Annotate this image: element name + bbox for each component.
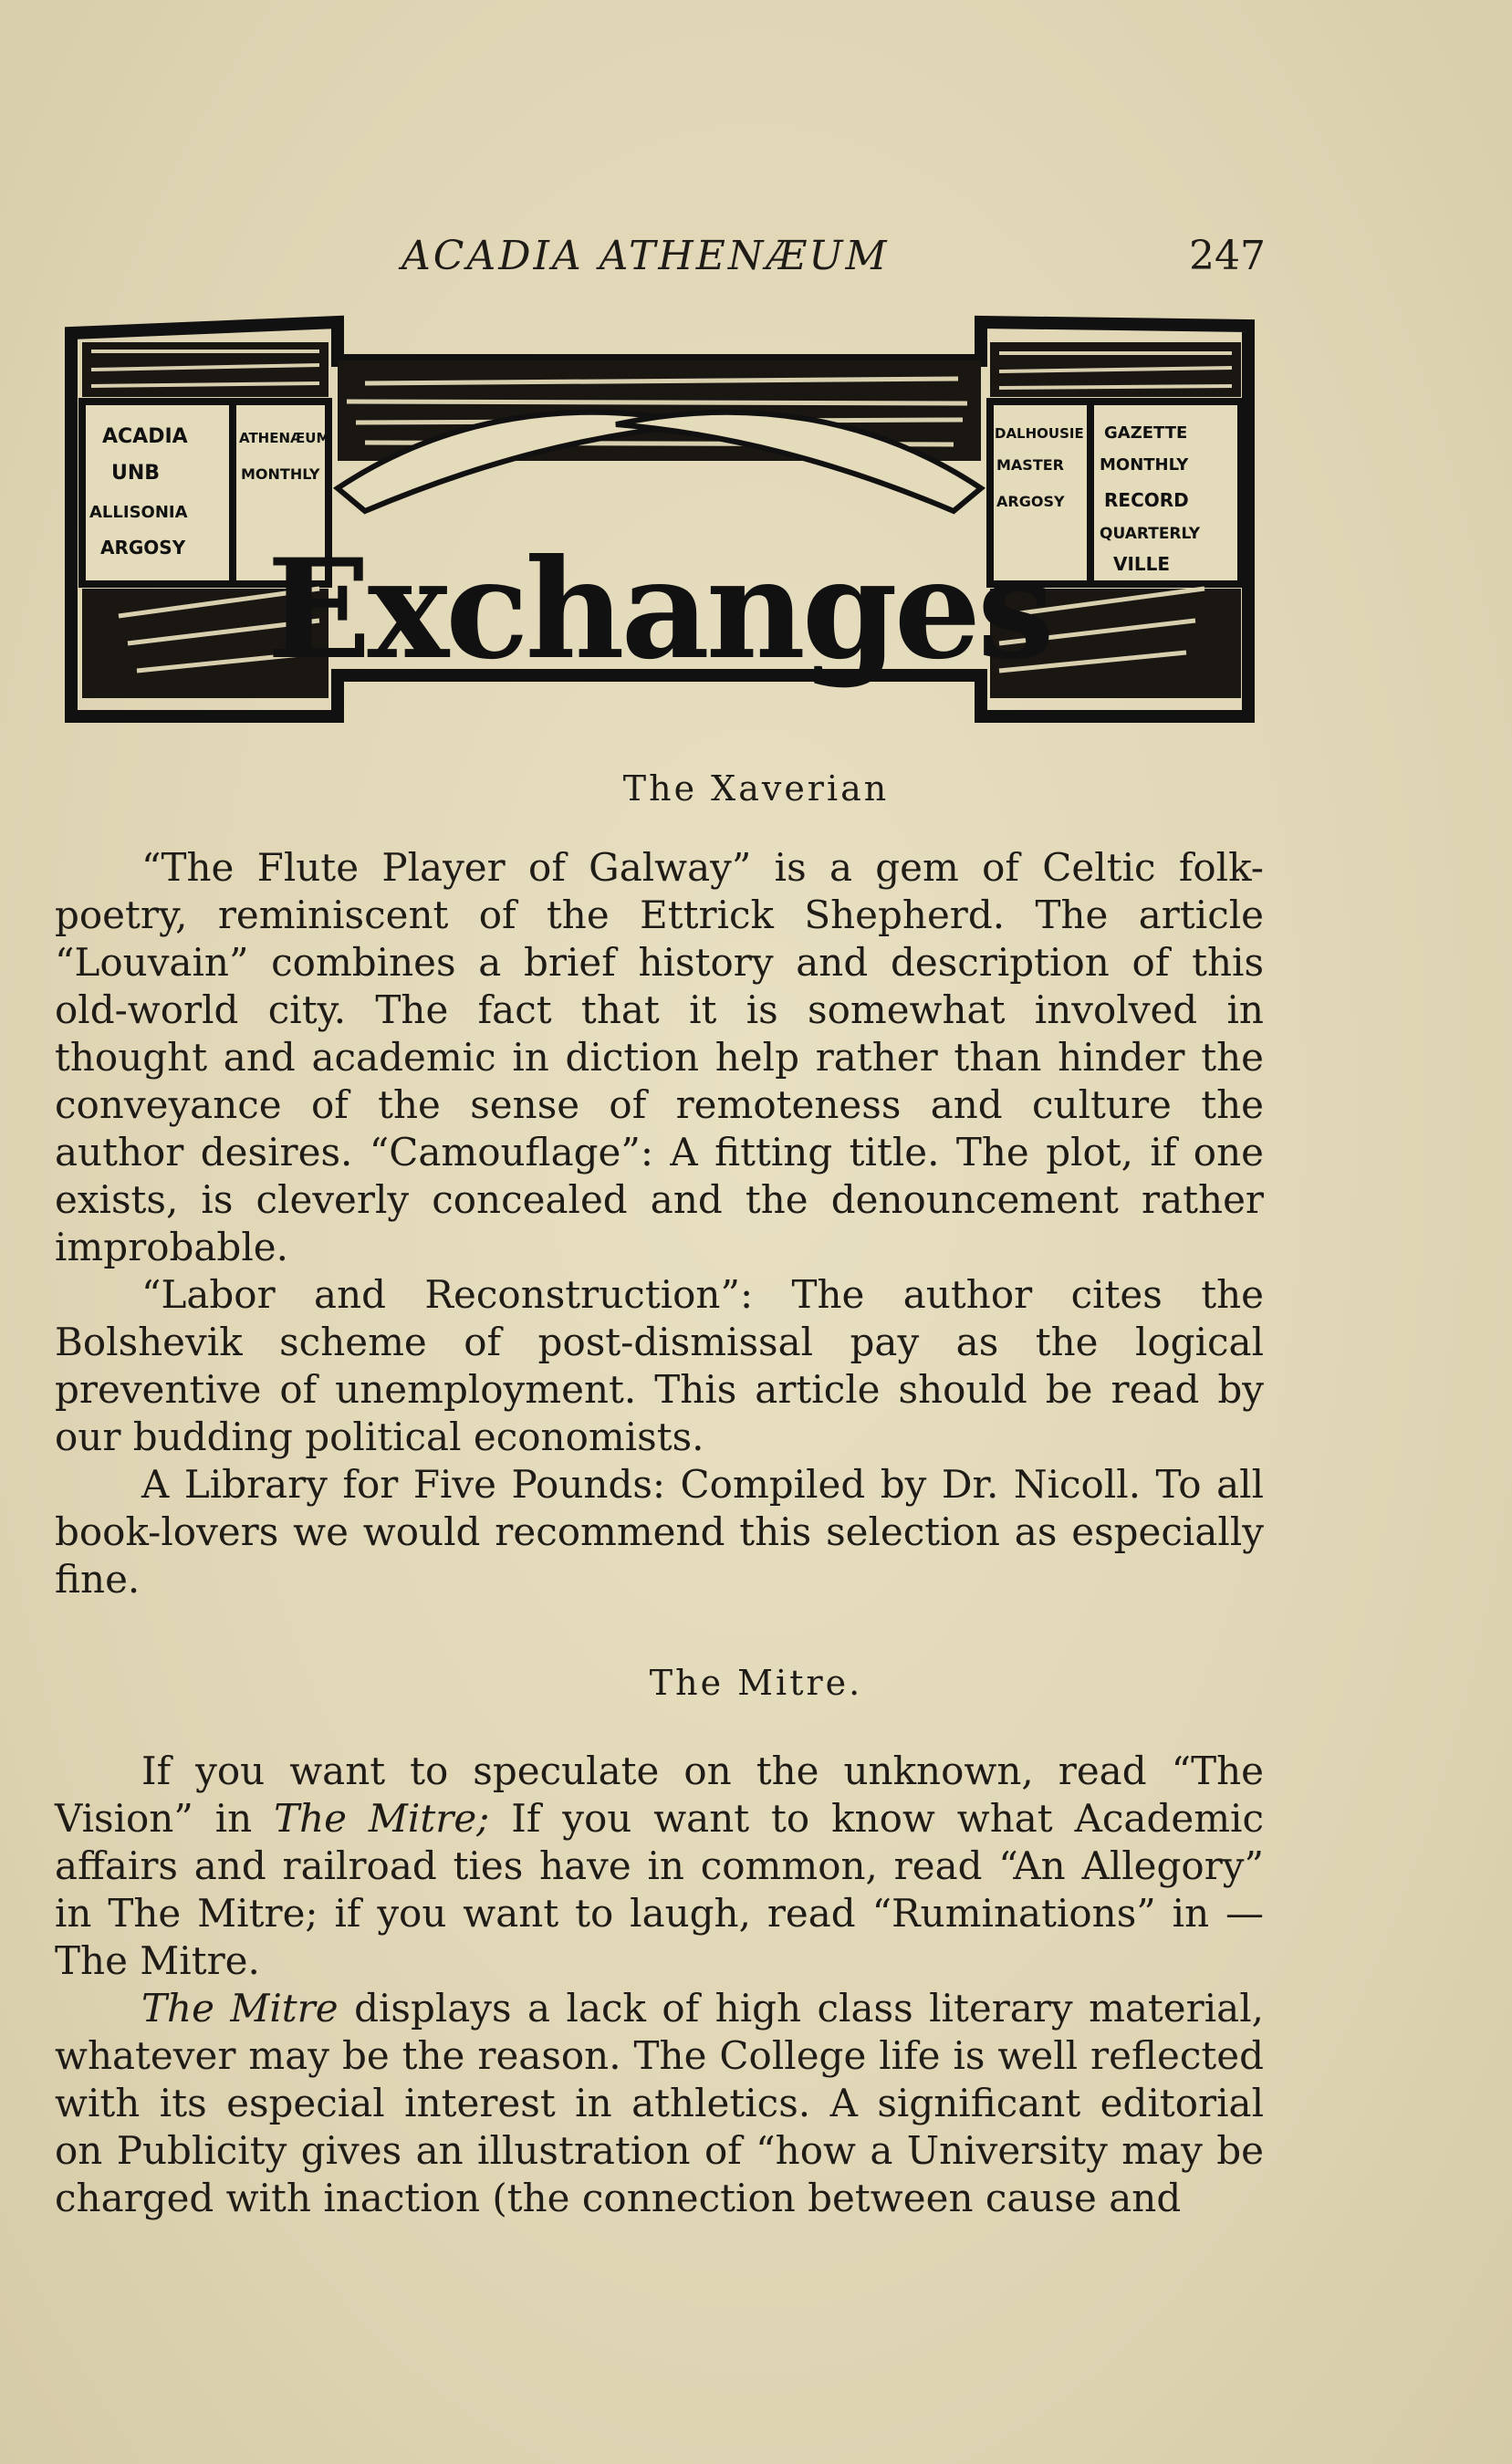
- mitre-p1-text-a: If you want to speculate on the unknown, read “The Vision” in: [55, 1749, 1264, 1841]
- exchanges-banner: [64, 315, 1255, 726]
- mitre-p1-text-b: If you want to know what Academic affairs and railroad ties have in common, read “An Allegory” in The Mitre; if you want to laugh, read “Ruminations” in —The Mitre.: [55, 1796, 1264, 1983]
- right-book-label-8: VILLE: [1113, 553, 1171, 575]
- page-number: 247: [1189, 233, 1266, 279]
- xaverian-paragraph-2: “Labor and Reconstruction”: The author cites the Bolshevik scheme of post-dismissal pay as the logical preventive of unemployment. This article should be read by our budding political economists.: [55, 1272, 1264, 1459]
- left-book-label-1: ACADIA: [102, 425, 188, 448]
- running-title: ACADIA ATHENÆUM: [401, 233, 890, 279]
- right-book-label-6: QUARTERLY: [1100, 525, 1201, 543]
- xaverian-paragraph-1: “The Flute Player of Galway” is a gem of Celtic folk-poetry, reminiscent of the Ettrick Shepherd. The article “Louvain” combines a brief history and description of this old-world city. The fact that it is somewhat involved in thought and academic in diction help rather than hinder the conveyance of the sense of remoteness and culture the author desires. “Camouflage”: A fitting title. The plot, if one exists, is cleverly concealed and the denouncement rather improbable.: [55, 845, 1264, 1269]
- section-title-xaverian: The Xaverian: [622, 768, 890, 809]
- right-book-label-4: MONTHLY: [1100, 455, 1189, 475]
- running-head: [55, 233, 1266, 287]
- banner-illustration: [64, 315, 1255, 726]
- mitre-review: [55, 1748, 1264, 2222]
- mitre-p2-text: displays a lack of high class literary material, whatever may be the reason. The College life is well reflected with its especial interest in athletics. A significant editorial on Publicity gives an illustration of “how a University may be charged with inaction (the connection between cause and: [55, 1986, 1264, 2220]
- right-book-label-3: GAZETTE: [1104, 423, 1188, 443]
- left-book-label-4: ARGOSY: [100, 537, 186, 559]
- left-book-label-2: UNB: [111, 462, 161, 485]
- xaverian-paragraph-3: A Library for Five Pounds: Compiled by Dr. Nicoll. To all book-lovers we would recommend this selection as especially fine.: [55, 1462, 1264, 1602]
- mitre-p2-italic: The Mitre: [141, 1986, 339, 2031]
- right-book-label-5: RECORD: [1104, 489, 1189, 511]
- mitre-paragraph-1: [55, 1748, 1264, 1985]
- xaverian-review: [55, 844, 1264, 1603]
- right-book-label-1: DALHOUSIE: [995, 425, 1084, 442]
- right-book-label-7: ARGOSY: [996, 493, 1065, 510]
- mitre-p1-italic: The Mitre;: [274, 1796, 490, 1841]
- left-book-label-5: ATHENÆUM: [239, 430, 330, 446]
- section-title-mitre: The Mitre.: [649, 1663, 863, 1703]
- right-book-label-2: MASTER: [996, 456, 1064, 474]
- mitre-paragraph-2: [55, 1985, 1264, 2222]
- left-book-label-3: ALLISONIA: [89, 503, 188, 522]
- banner-title: Exchanges: [266, 529, 1051, 690]
- left-book-label-6: MONTHLY: [241, 465, 320, 483]
